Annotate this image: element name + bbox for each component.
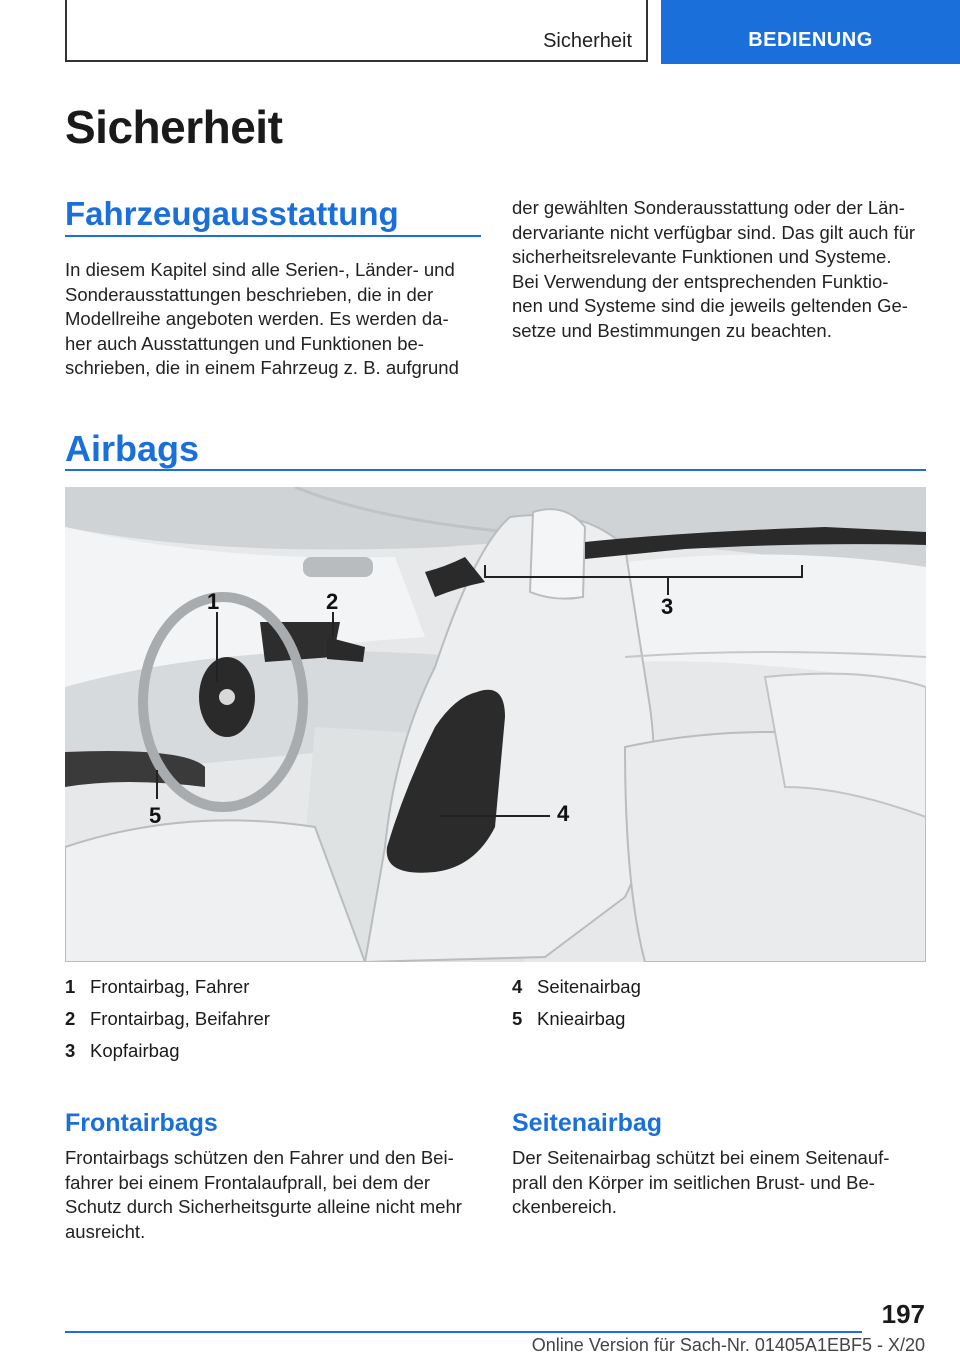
text-line: Sonderausstattungen beschrieben, die in der — [65, 283, 434, 305]
legend-item — [65, 971, 270, 1003]
subheading-frontairbags: Frontairbags — [65, 1109, 218, 1137]
intro-column-left — [65, 258, 485, 381]
legend-item — [65, 1003, 270, 1035]
header-chapter-tab — [661, 0, 960, 64]
text-line: setze und Bestimmungen zu beachten. — [512, 319, 832, 341]
legend-label: Seitenairbag — [537, 976, 641, 997]
legend-label: Frontairbag, Beifahrer — [90, 1008, 270, 1029]
legend-number: 3 — [65, 1040, 76, 1061]
intro-column-right — [512, 196, 942, 343]
callout-1: 1 — [207, 589, 220, 614]
text-line: prall den Körper im seitlichen Brust- und Be- — [512, 1171, 875, 1193]
header-section-box — [65, 0, 648, 62]
frontairbags-text — [65, 1146, 495, 1244]
legend-label: Kopfairbag — [90, 1040, 180, 1061]
legend-label: Knieairbag — [537, 1008, 626, 1029]
footer-text: Online Version für Sach-Nr. 01405A1EBF5 - X/20 — [531, 1335, 925, 1355]
airbag-illustration — [65, 487, 926, 962]
footer-rule — [65, 1331, 862, 1333]
section-heading-fahrzeugausstattung: Fahrzeugausstattung — [65, 195, 399, 232]
text-line: der gewählten Sonderausstattung oder der Län- — [512, 197, 905, 218]
text-line: dervariante nicht verfügbar sind. Das gilt auch für — [512, 221, 916, 243]
text-line: Schutz durch Sicherheitsgurte alleine nicht mehr — [65, 1196, 462, 1217]
callout-4: 4 — [557, 801, 570, 826]
subheading-seitenairbag: Seitenairbag — [512, 1109, 663, 1137]
text-line: schrieben, die in einem Fahrzeug z. B. aufgrund — [65, 357, 459, 378]
callout-5: 5 — [149, 803, 162, 828]
section-rule-fahrzeugausstattung — [65, 235, 481, 237]
header-section-label: Sicherheit — [543, 30, 632, 52]
text-line: fahrer bei einem Frontalaufprall, bei dem der — [65, 1171, 431, 1193]
text-line: Frontairbags schützen den Fahrer und den Bei- — [65, 1147, 454, 1168]
seitenairbag-text — [512, 1146, 942, 1220]
text-line: Der Seitenairbag schützt bei einem Seitenauf- — [512, 1147, 890, 1168]
text-line: nen und Systeme sind die jeweils geltenden Ge- — [512, 295, 908, 316]
header-chapter-label: BEDIENUNG — [748, 29, 873, 51]
text-line: ausreicht. — [65, 1220, 146, 1242]
legend-column-left — [65, 971, 270, 1067]
legend-column-right — [512, 971, 641, 1035]
page-title: Sicherheit — [65, 101, 283, 153]
text-line: In diesem Kapitel sind alle Serien-, Länder- und — [65, 259, 455, 280]
text-line: ckenbereich. — [512, 1196, 617, 1217]
legend-item — [512, 971, 641, 1003]
legend-number: 5 — [512, 1008, 523, 1029]
car-interior-drawing — [65, 487, 926, 962]
text-line: Bei Verwendung der entsprechenden Funktio- — [512, 270, 889, 292]
callout-3: 3 — [661, 594, 674, 619]
legend-number: 1 — [65, 976, 76, 997]
legend-label: Frontairbag, Fahrer — [90, 976, 250, 997]
page-number: 197 — [881, 1299, 925, 1329]
legend-number: 2 — [65, 1008, 76, 1029]
legend-item — [512, 1003, 641, 1035]
legend-number: 4 — [512, 976, 523, 997]
callout-2: 2 — [326, 589, 339, 614]
text-line: her auch Ausstattungen und Funktionen be- — [65, 332, 424, 354]
legend-item — [65, 1035, 270, 1067]
section-heading-airbags: Airbags — [65, 428, 200, 469]
text-line: Modellreihe angeboten werden. Es werden da- — [65, 308, 449, 329]
text-line: sicherheitsrelevante Funktionen und Systeme. — [512, 246, 892, 267]
section-rule-airbags — [65, 469, 926, 471]
